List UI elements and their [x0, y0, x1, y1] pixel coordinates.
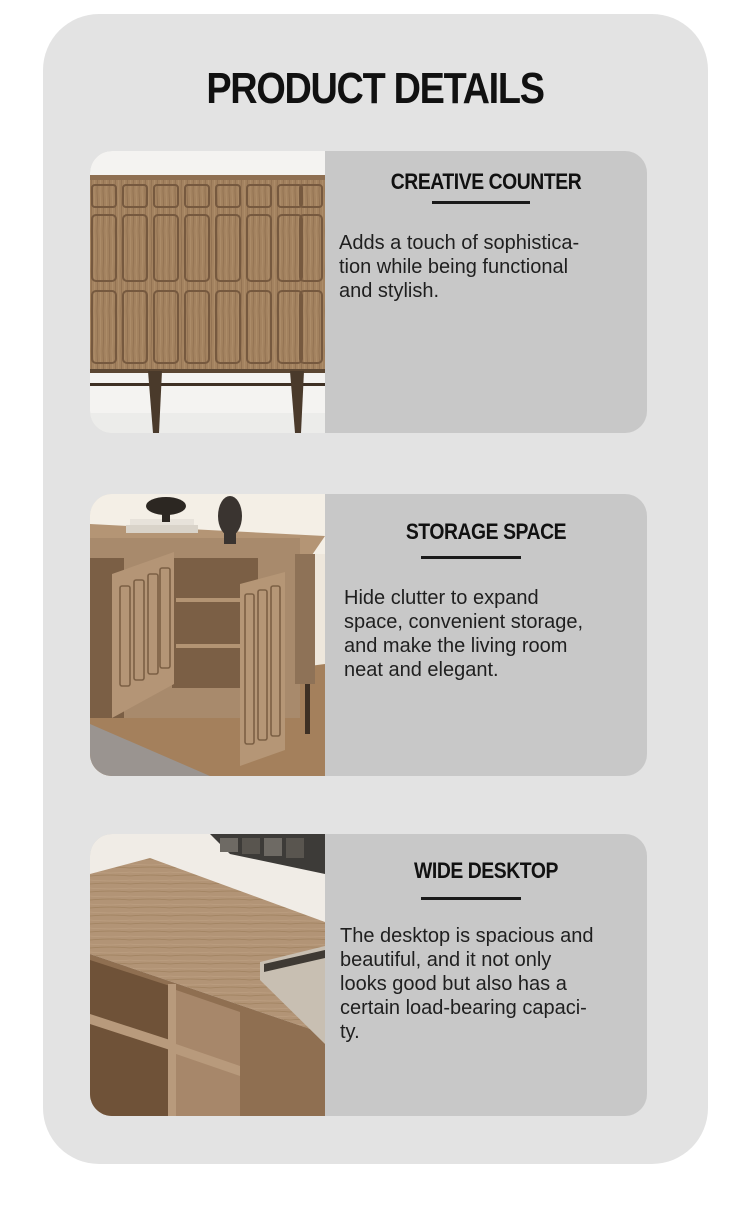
feature-card-text — [325, 151, 647, 433]
feature-card-storage-space — [90, 494, 647, 776]
heading-underline — [432, 201, 530, 204]
card-description: Adds a touch of sophistica- tion while being functional and stylish. — [339, 232, 580, 302]
feature-card-wide-desktop — [90, 834, 647, 1116]
card-description: Hide clutter to expand space, convenient storage, and make the living room neat and elegant. — [344, 587, 584, 681]
heading-underline — [421, 556, 521, 559]
page-title: PRODUCT DETAILS — [206, 64, 544, 113]
sideboard-desktop-photo — [90, 834, 325, 1116]
card-heading: STORAGE SPACE — [405, 519, 567, 544]
sideboard-open-doors-photo — [90, 494, 325, 776]
sideboard-front-photo — [90, 151, 325, 433]
feature-card-text — [325, 834, 647, 1116]
card-description: The desktop is spacious and beautiful, and it not only looks good but also has a certain load-bearing capaci- ty. — [340, 925, 594, 1043]
feature-card-text — [325, 494, 647, 776]
card-heading: WIDE DESKTOP — [414, 858, 558, 883]
heading-underline — [421, 897, 521, 900]
card-heading: CREATIVE COUNTER — [390, 169, 582, 194]
feature-card-creative-counter — [90, 151, 647, 433]
